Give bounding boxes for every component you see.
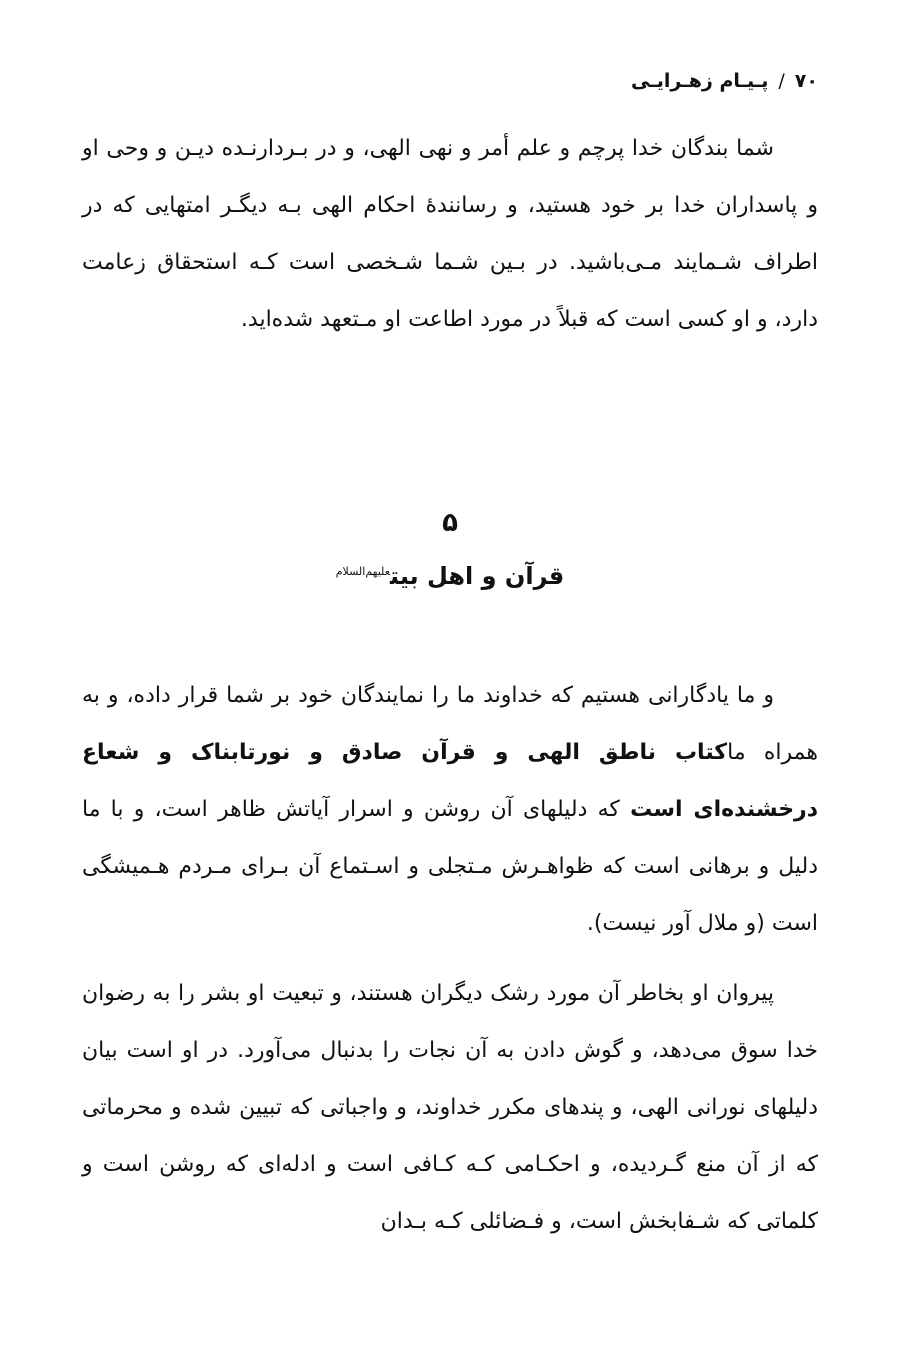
- paragraph-3: پیروان او بخاطر آن مورد رشک دیگران هستند، و تبعیت او بشر را به رضوان خدا سوق می‌دهد، و گوش دادن به آن نجات را بدنبال می‌آورد. در او است بیان دلیلهای نورانی الهی، و پندهای مکرر خداوند، و واجباتی که تبیین شده و محرماتی که از آن منع گـردیده، و احکـامی کـه کـافی است و ادله‌ای که روشن است و کلماتی که شـفابخش است، و فـضائلی کـه بـدان: [82, 981, 818, 1234]
- paragraph-2-part-2: که دلیلهای آن روشن و اسرار آیاتش ظاهر است، و با ما دلیل و برهانی است که ظواهـرش مـتجلی و اسـتماع آن بـرای مـردم هـمیشگی است (و ملال آور نیست).: [82, 797, 818, 936]
- paragraph-2: [82, 667, 818, 952]
- book-title: پـیـام زهـرایـی: [631, 70, 769, 92]
- paragraph-block-1: [82, 120, 818, 348]
- chapter-number: ۵: [442, 508, 458, 538]
- page-number: ۷۰: [794, 70, 818, 92]
- chapter-title: قرآن و اهل بیت: [390, 562, 565, 590]
- header-separator: /: [778, 70, 785, 92]
- honorific-mark: علیهم‌السلام: [335, 565, 391, 578]
- chapter-heading: [0, 562, 900, 590]
- paragraph-block-3: [82, 965, 818, 1250]
- paragraph-1: شما بندگان خدا پرچم و علم أمر و نهی الهی، و در بـردارنـده دیـن و وحی او و پاسداران خدا بر خود هستید، و رسانندهٔ احکام الهی بـه دیگـر امتهایی که در اطراف شـمایند مـی‌باشید. در بـین شـما شـخصی است کـه استحقاق زعامت دارد، و او کسی است که قبلاً در مورد اطاعت او مـتعهد شده‌اید.: [82, 136, 818, 332]
- paragraph-2-part-1: و ما یادگارانی هستیم که خداوند ما را نمایندگان خود بر شما قرار داده، و به همراه ما: [82, 683, 819, 765]
- paragraph-block-2: [82, 667, 818, 952]
- running-header: [631, 70, 818, 92]
- paragraph-2-bold: کتاب ناطق الهی و قرآن صادق و نورتابناک و شعاع درخشنده‌ای است: [82, 740, 819, 822]
